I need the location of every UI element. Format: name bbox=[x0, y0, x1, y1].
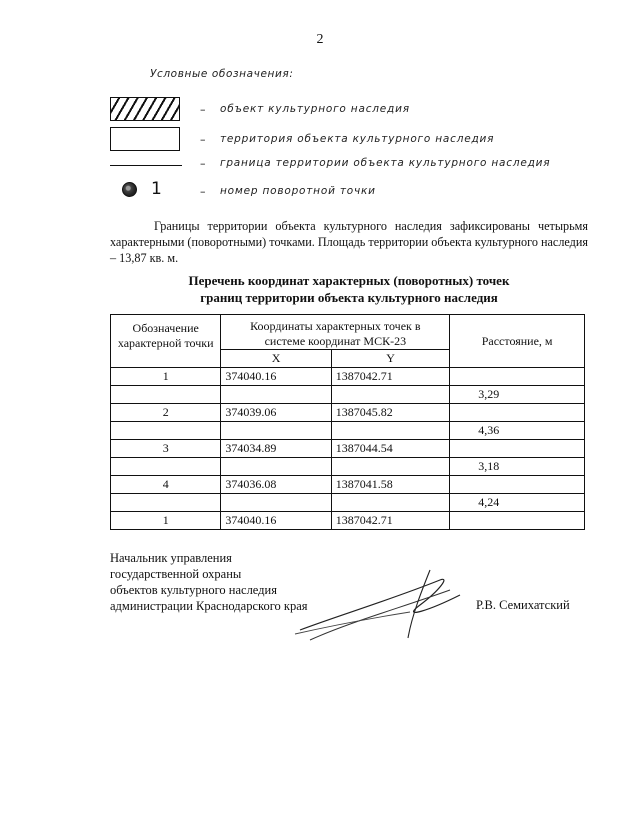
legend-dash: – bbox=[200, 185, 206, 198]
cell-x: 374040.16 bbox=[221, 368, 331, 386]
page-number: 2 bbox=[316, 32, 324, 47]
cell-distance bbox=[450, 404, 585, 422]
table-title bbox=[110, 272, 588, 306]
distance-row bbox=[111, 422, 585, 440]
paragraph-text: Границы территории объекта культурного наследия зафиксированы четырьмя характерными (поворотными) точками. Площадь территории объекта культурного наследия – 13,87 кв. м. bbox=[110, 219, 588, 265]
legend-dash: – bbox=[200, 103, 206, 116]
cell-y bbox=[331, 494, 450, 512]
cell-y: 1387042.71 bbox=[331, 512, 450, 530]
point-row bbox=[111, 404, 585, 422]
cell-point: 2 bbox=[111, 404, 221, 422]
cell-y bbox=[331, 458, 450, 476]
cell-y bbox=[331, 422, 450, 440]
point-number: 1 bbox=[151, 179, 162, 199]
cell-x bbox=[221, 494, 331, 512]
cell-distance: 4,24 bbox=[450, 494, 585, 512]
point-row bbox=[111, 512, 585, 530]
cell-x: 374040.16 bbox=[221, 512, 331, 530]
header-y: Y bbox=[331, 350, 450, 368]
cell-y: 1387041.58 bbox=[331, 476, 450, 494]
legend-title: Условные обозначения: bbox=[150, 68, 294, 80]
cell-point: 1 bbox=[111, 368, 221, 386]
cell-point: 4 bbox=[111, 476, 221, 494]
legend-label: территория объекта культурного наследия bbox=[220, 133, 495, 145]
legend-label: номер поворотной точки bbox=[220, 185, 376, 197]
cell-x: 374034.89 bbox=[221, 440, 331, 458]
distance-row bbox=[111, 458, 585, 476]
coordinates-table bbox=[110, 314, 585, 530]
table-header-row bbox=[111, 315, 585, 350]
point-row bbox=[111, 476, 585, 494]
legend-label: граница территории объекта культурного наследия bbox=[220, 157, 551, 169]
header-distance: Расстояние, м bbox=[450, 315, 585, 368]
cell-distance bbox=[450, 440, 585, 458]
cell-point bbox=[111, 494, 221, 512]
boundary-line-symbol bbox=[110, 165, 182, 166]
signer-title-line: государственной охраны bbox=[110, 567, 242, 581]
handwritten-signature bbox=[290, 560, 490, 650]
cell-distance bbox=[450, 512, 585, 530]
cell-y: 1387042.71 bbox=[331, 368, 450, 386]
header-point: Обозначение характерной точки bbox=[111, 315, 221, 368]
legend-dash: – bbox=[200, 133, 206, 146]
signer-name: Р.В. Семихатский bbox=[476, 598, 570, 612]
cell-y bbox=[331, 386, 450, 404]
legend-item-heritage-object bbox=[110, 97, 580, 125]
cell-y: 1387044.54 bbox=[331, 440, 450, 458]
cell-x bbox=[221, 422, 331, 440]
cell-y: 1387045.82 bbox=[331, 404, 450, 422]
cell-x: 374039.06 bbox=[221, 404, 331, 422]
cell-distance: 3,18 bbox=[450, 458, 585, 476]
legend-item-territory-boundary bbox=[110, 151, 580, 179]
cell-point bbox=[111, 458, 221, 476]
signer-title-line: Начальник управления bbox=[110, 551, 232, 565]
hatched-rectangle-symbol bbox=[110, 97, 180, 121]
cell-distance bbox=[450, 476, 585, 494]
signer-title-line: объектов культурного наследия bbox=[110, 583, 277, 597]
cell-point bbox=[111, 386, 221, 404]
distance-row bbox=[111, 494, 585, 512]
signer-title-line: администрации Краснодарского края bbox=[110, 599, 308, 613]
point-marker-icon bbox=[122, 182, 137, 197]
distance-row bbox=[111, 386, 585, 404]
table-title-line-1: Перечень координат характерных (поворотных) точек bbox=[188, 273, 510, 288]
legend-label: объект культурного наследия bbox=[220, 103, 410, 115]
cell-distance: 3,29 bbox=[450, 386, 585, 404]
legend-item-turning-point bbox=[110, 179, 580, 207]
territory-description bbox=[110, 218, 588, 266]
signer-title bbox=[110, 550, 308, 614]
table-title-line-2: границ территории объекта культурного наследия bbox=[200, 290, 498, 305]
cell-point: 3 bbox=[111, 440, 221, 458]
empty-rectangle-symbol bbox=[110, 127, 180, 151]
cell-x bbox=[221, 458, 331, 476]
header-x: X bbox=[221, 350, 331, 368]
table-body bbox=[111, 368, 585, 530]
header-coordinates: Координаты характерных точек в системе координат МСК-23 bbox=[221, 315, 450, 350]
turning-point-symbol bbox=[122, 179, 162, 199]
point-row bbox=[111, 368, 585, 386]
point-row bbox=[111, 440, 585, 458]
cell-x: 374036.08 bbox=[221, 476, 331, 494]
cell-point: 1 bbox=[111, 512, 221, 530]
cell-point bbox=[111, 422, 221, 440]
cell-distance: 4,36 bbox=[450, 422, 585, 440]
cell-distance bbox=[450, 368, 585, 386]
legend-dash: – bbox=[200, 157, 206, 170]
cell-x bbox=[221, 386, 331, 404]
